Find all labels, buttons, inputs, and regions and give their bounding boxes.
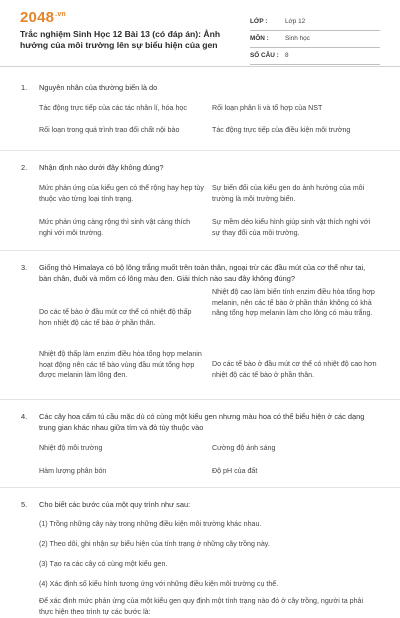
answer-option[interactable]: Rối loạn phân li và tổ hợp của NST [212,104,323,112]
meta-key: MÔN : [250,35,269,42]
procedure-step: (4) Xác định số kiểu hình tương ứng với những điều kiện môi trường cụ thể. [39,580,279,588]
answer-option[interactable]: Cường độ ánh sáng [212,444,276,452]
question-2 [0,151,400,251]
document-title: Trắc nghiệm Sinh Học 12 Bài 13 (có đáp án): Ảnh hưởng của môi trường lên sự biểu hiện của gen [20,29,221,50]
question-number: 3. [21,263,28,272]
header-divider [0,66,400,67]
meta-value: Lớp 12 [285,18,306,25]
site-logo[interactable]: $2048^{.vn}$ [20,9,66,26]
meta-key: LỚP : [250,18,268,25]
question-list [0,68,400,618]
procedure-step: (3) Tạo ra các cây có cùng một kiểu gen. [39,560,168,568]
answer-option[interactable]: Nhiệt độ môi trường [39,444,103,452]
question-1 [0,68,400,151]
question-number: 2. [21,163,28,172]
question-stem: Nguyên nhân của thường biến là do [39,83,158,92]
answer-option[interactable]: Nhiệt độ cao làm biến tính enzim điều hòa tổng hợp melanin, nên các tế bào ở phần thân không có khả năng tổng hợp melanin làm cho lông có màu trắng. [212,288,375,318]
answer-option[interactable]: Tác động trực tiếp của các tác nhân lí, hóa học [39,104,187,112]
answer-option[interactable]: Do các tế bào ở đầu mút cơ thể có nhiệt độ thấp hơn nhiệt độ các tế bào ở phần thân. [39,308,192,327]
meta-row-count [250,48,380,65]
answer-option[interactable]: Độ pH của đất [212,467,258,475]
question-number: 5. [21,500,28,509]
question-stem: Các cây hoa cẩm tú cầu mặc dù có cùng một kiểu gen nhưng màu hoa có thể biểu hiện ở các dạng trung gian khác nhau giữa tím và đỏ tùy thuộc vào [39,412,365,432]
question-number: 1. [21,83,28,92]
meta-value: 8 [285,52,289,59]
question-5 [0,488,400,618]
question-tail: Để xác định mức phản ứng của một kiểu gen quy định một tính trạng nào đó ở cây trồng, người ta phải thực hiện theo trình tự các bước là: [39,597,364,616]
question-stem: Cho biết các bước của một quy trình như sau: [39,500,191,509]
answer-option[interactable]: Mức phản ứng của kiểu gen có thể rộng hay hẹp tùy thuộc vào từng loại tính trạng. [39,184,204,203]
meta-value: Sinh học [285,35,310,42]
question-stem: Nhận định nào dưới đây không đúng? [39,163,164,172]
answer-option[interactable]: Sự biến đổi của kiểu gen do ảnh hưởng của môi trường là môi trường biến. [212,184,365,203]
meta-key: SỐ CÂU : [250,52,279,59]
meta-row-class [250,14,380,31]
answer-option[interactable]: Sự mềm dẻo kiểu hình giúp sinh vật thích nghi với sự thay đổi của môi trường. [212,218,371,237]
answer-option[interactable]: Hàm lượng phân bón [39,467,107,475]
question-4 [0,400,400,488]
question-3 [0,251,400,400]
page-header [0,0,400,66]
answer-option[interactable]: Tác động trực tiếp của điều kiện môi trường [212,126,351,134]
answer-option[interactable]: Rối loạn trong quá trình trao đổi chất nội bào [39,126,180,134]
procedure-step: (1) Trồng những cây này trong những điều kiện môi trường khác nhau. [39,520,262,528]
question-stem: Giống thỏ Himalaya có bộ lông trắng muốt trên toàn thân, ngoại trừ các đầu mút của cơ thể như tai, bàn chân, đuôi và mõm có lông màu đen. Giải thích nào sau đây không đúng? [39,263,366,283]
answer-option[interactable]: Do các tế bào ở đầu mút cơ thể có nhiệt độ cao hơn nhiệt độ các tế bào ở phần thân. [212,360,377,379]
meta-row-subject [250,31,380,48]
question-number: 4. [21,412,28,421]
answer-option[interactable]: Nhiệt độ thấp làm enzim điều hòa tổng hợp melanin hoạt động nên các tế bào vùng đầu mút tổng hợp được melanin làm lông đen. [39,350,202,380]
meta-table [250,14,380,65]
answer-option[interactable]: Mức phản ứng càng rộng thì sinh vật càng thích nghi với môi trường. [39,218,191,237]
procedure-step: (2) Theo dõi, ghi nhận sự biểu hiện của tính trạng ở những cây trồng này. [39,540,270,548]
